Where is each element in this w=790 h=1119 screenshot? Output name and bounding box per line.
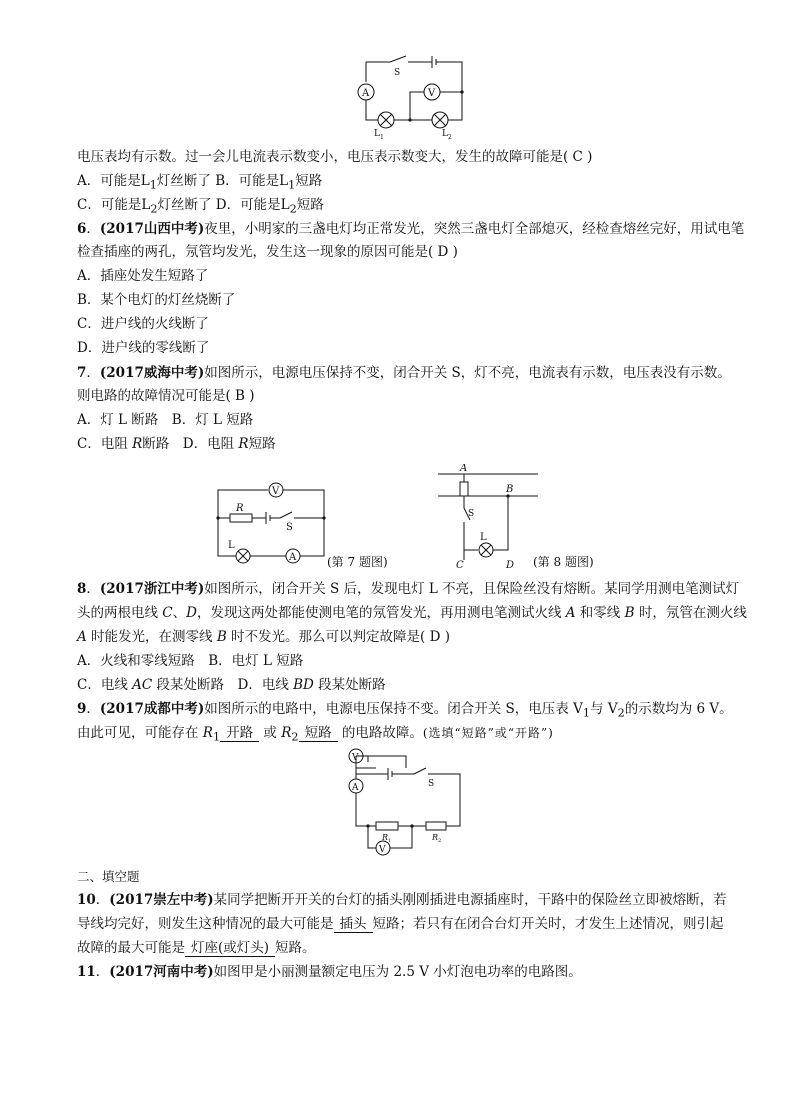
q6-stem-line2: 检查插座的两孔，氖管均发光，发生这一现象的原因可能是( D ) (77, 244, 458, 260)
q7-resistor-label: R (236, 503, 244, 514)
q9-answer-1: 开路 (220, 725, 259, 742)
lamp2-label: L (442, 129, 448, 139)
q9-r1-sub: 1 (388, 838, 392, 844)
q9-r2-label: R (432, 833, 439, 842)
q8-point-a: A (460, 464, 468, 474)
q7-options-cd: C．电阻 R断路 D．电阻 R短路 (77, 436, 276, 452)
q9-voltmeter2-label: V (379, 845, 386, 855)
q7-ammeter-label: A (289, 552, 297, 563)
lamp1-sub: 1 (380, 134, 384, 140)
q7-voltmeter-label: V (272, 486, 280, 497)
q6-option-c: C．进户线的火线断了 (77, 316, 209, 332)
q7-figure-caption: (第 7 题图) (327, 555, 388, 569)
q5-options-ab: A．可能是$L_1$灯丝断了 B．可能是$L_1$短路 (77, 173, 323, 192)
q8-stem-line3: A 时能发光，在测零线 B 时不发光。那么可以判定故障是( D ) (77, 629, 450, 645)
q8-point-d: D (506, 560, 515, 571)
lamp2-sub: 2 (448, 134, 452, 140)
q9-r2-sub: 2 (438, 838, 442, 844)
q10-answer-2: 灯座(或灯头) (185, 940, 275, 957)
q10-stem-line1: 10．(2017崇左中考)某同学把断开开关的台灯的插头刚刚插进电源插座时，干路中的保险丝立即被熔断，若 (77, 892, 727, 908)
ammeter-label: A (362, 88, 370, 99)
q8-switch-label: S (468, 509, 475, 519)
q6-stem-line1: 6．(2017山西中考)夜里，小明家的三盏电灯均正常发光，突然三盏电灯全部熄灭，经检查熔丝完好，用试电笔 (77, 221, 745, 237)
q9-answer-2: 短路 (299, 725, 338, 742)
q9-stem-line1: 9．(2017成都中考)如图所示的电路中，电源电压保持不变。闭合开关 S，电压表 $V_1$与 $V_2$的示数均为 6 V。 (77, 701, 733, 720)
q7-lamp-label: L (228, 540, 235, 551)
section-heading-fill-in: 二、填空题 (77, 869, 140, 884)
q8-options-cd: C．电线 AC 段某处断路 D．电线 BD 段某处断路 (77, 677, 386, 693)
q8-lamp-label: L (480, 532, 487, 543)
q8-figure-caption: (第 8 题图) (533, 555, 594, 569)
q7-options-ab: A．灯 L 断路 B．灯 L 短路 (77, 412, 254, 428)
q9-ammeter-label: A (352, 783, 359, 793)
q5-circuit-figure (350, 52, 470, 140)
q11-stem-line1: 11．(2017河南中考)如图甲是小丽测量额定电压为 2.5 V 小灯泡电功率的电路图。 (77, 964, 582, 980)
q6-option-b: B．某个电灯的灯丝烧断了 (77, 292, 236, 308)
q8-point-c: C (456, 560, 464, 571)
q7-stem-line2: 则电路的故障情况可能是( B ) (77, 388, 255, 404)
q7-stem-line1: 7．(2017威海中考)如图所示，电源电压保持不变，闭合开关 S，灯不亮，电流表有示数，电压表没有示数。 (77, 365, 731, 381)
q5-options-cd: C．可能是$L_2$灯丝断了 D．可能是$L_2$短路 (77, 197, 324, 216)
q5-continuation: 电压表均有示数。过一会儿电流表示数变小，电压表示数变大，发生的故障可能是( C ) (77, 149, 593, 165)
voltmeter-label: V (428, 88, 436, 99)
q8-point-b: B (506, 484, 514, 495)
q8-wiring-figure (438, 464, 538, 572)
q7-switch-label: S (286, 522, 293, 533)
q7-circuit-figure (212, 478, 332, 570)
lamp1-label: L (374, 129, 380, 139)
q10-answer-1: 插头 (334, 916, 373, 933)
q9-switch-label: S (428, 779, 435, 789)
q9-voltmeter1-label: V (352, 753, 359, 763)
q9-r1-label: R (382, 833, 389, 842)
q9-circuit-figure (342, 744, 466, 862)
q10-stem-line3: 故障的最大可能是 灯座(或灯头) 短路。 (77, 940, 316, 956)
q8-options-ab: A．火线和零线短路 B．电灯 L 短路 (77, 653, 304, 669)
q8-stem-line1: 8．(2017浙江中考)如图所示，闭合开关 S 后，发现电灯 L 不亮，且保险丝没有熔断。某同学用测电笔测试灯 (77, 581, 740, 597)
switch-label: S (394, 68, 401, 78)
q6-option-a: A．插座处发生短路了 (77, 268, 209, 284)
q8-stem-line2: 头的两根电线 C、D，发现这两处都能使测电笔的氖管发光，再用测电笔测试火线 A 和零线 B 时，氖管在测火线 (77, 605, 747, 621)
q10-stem-line2: 导线均完好，则发生这种情况的最大可能是 插头 短路；若只有在闭合台灯开关时，才发生上述情况，则引起 (77, 916, 724, 932)
q9-stem-line2: 由此可见，可能存在 $R_1$ 开路 或 $R_2$ 短路 的电路故障。(选填“短路”或“开路”) (77, 725, 554, 744)
q6-option-d: D．进户线的零线断了 (77, 340, 210, 356)
